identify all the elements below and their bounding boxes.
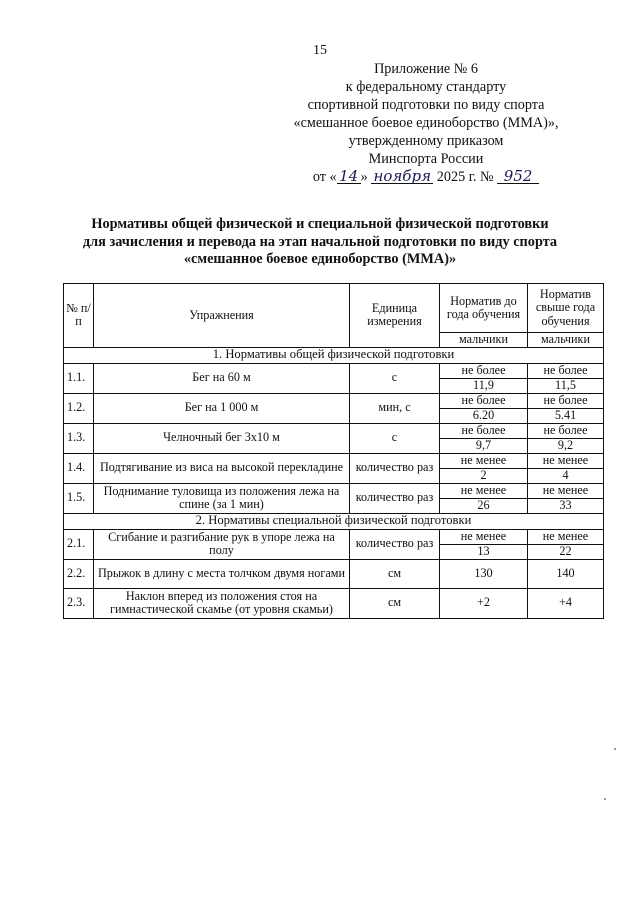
row-cond-2: не менее: [528, 453, 604, 468]
row-exercise: Прыжок в длину с места толчком двумя ногами: [94, 559, 350, 588]
row-value-2: 5.41: [528, 408, 604, 423]
row-exercise: Поднимание туловища из положения лежа на спине (за 1 мин): [94, 483, 350, 513]
row-value-1: +2: [440, 588, 528, 618]
row-value-2: +4: [528, 588, 604, 618]
document-title: [60, 216, 580, 269]
row-value-2: 140: [528, 559, 604, 588]
header-unit: Единица измерения: [350, 284, 440, 348]
row-value-1: 130: [440, 559, 528, 588]
row-exercise: Подтягивание из виса на высокой перекладине: [94, 453, 350, 483]
table-row: [64, 529, 604, 544]
title-line-1: Нормативы общей физической и специальной физической подготовки: [91, 216, 549, 232]
row-exercise: Челночный бег 3х10 м: [94, 423, 350, 453]
standards-table: [63, 283, 604, 619]
row-unit: с: [350, 423, 440, 453]
row-unit: количество раз: [350, 529, 440, 559]
row-unit: см: [350, 559, 440, 588]
table-row: [64, 363, 604, 378]
row-unit: с: [350, 363, 440, 393]
date-prefix: от «: [312, 169, 337, 185]
date-mid: »: [360, 169, 368, 185]
row-num: 2.2.: [64, 559, 94, 588]
table-row: [64, 588, 604, 618]
row-value-1: 11,9: [440, 378, 528, 393]
date-day: 14: [337, 169, 361, 184]
row-cond-2: не более: [528, 363, 604, 378]
row-cond-1: не более: [440, 363, 528, 378]
appendix-line-1: Приложение № 6: [374, 61, 478, 77]
row-exercise: Сгибание и разгибание рук в упоре лежа на полу: [94, 529, 350, 559]
row-cond-2: не более: [528, 393, 604, 408]
row-value-1: 2: [440, 468, 528, 483]
table-row: [64, 483, 604, 498]
section-title: 2. Нормативы специальной физической подготовки: [64, 513, 604, 529]
title-line-2: для зачисления и перевода на этап начальной подготовки по виду спорта: [82, 233, 558, 250]
row-value-2: 33: [528, 498, 604, 513]
row-cond-1: не более: [440, 393, 528, 408]
row-num: 2.1.: [64, 529, 94, 559]
row-unit: количество раз: [350, 483, 440, 513]
row-unit: см: [350, 588, 440, 618]
row-num: 1.3.: [64, 423, 94, 453]
header-num: № п/п: [64, 284, 94, 348]
header-norm-upto: Норматив до года обучения: [440, 284, 528, 333]
appendix-line-6: Минспорта России: [368, 151, 484, 167]
row-value-1: 9,7: [440, 438, 528, 453]
header-norm-over: Норматив свыше года обучения: [528, 284, 604, 333]
row-cond-2: не более: [528, 423, 604, 438]
appendix-line-5: утвержденному приказом: [348, 133, 504, 149]
order-number: 952: [497, 169, 539, 184]
row-value-2: 9,2: [528, 438, 604, 453]
row-num: 1.2.: [64, 393, 94, 423]
row-num: 1.4.: [64, 453, 94, 483]
scan-speck: [604, 798, 606, 800]
row-value-2: 22: [528, 544, 604, 559]
header-exercise: Упражнения: [94, 284, 350, 348]
row-cond-1: не менее: [440, 529, 528, 544]
row-exercise: Наклон вперед из положения стоя на гимнастической скамье (от уровня скамьи): [94, 588, 350, 618]
row-num: 2.3.: [64, 588, 94, 618]
row-value-1: 13: [440, 544, 528, 559]
row-num: 1.1.: [64, 363, 94, 393]
date-year: 2025 г. №: [436, 169, 494, 185]
row-cond-2: не менее: [528, 529, 604, 544]
row-exercise: Бег на 1 000 м: [94, 393, 350, 423]
row-value-2: 11,5: [528, 378, 604, 393]
appendix-line-2: к федеральному стандарту: [345, 79, 507, 95]
date-month: ноября: [371, 169, 433, 184]
table-row: [64, 393, 604, 408]
appendix-line-4: «смешанное боевое единоборство (ММА)»,: [293, 115, 559, 131]
title-line-3: «смешанное боевое единоборство (ММА)»: [183, 251, 457, 267]
table-row: [64, 423, 604, 438]
order-date-line: [266, 168, 586, 186]
row-value-1: 26: [440, 498, 528, 513]
row-cond-1: не менее: [440, 453, 528, 468]
table-row: [64, 453, 604, 468]
row-exercise: Бег на 60 м: [94, 363, 350, 393]
row-cond-1: не менее: [440, 483, 528, 498]
page-number: 15: [313, 43, 327, 58]
scan-speck: [614, 748, 616, 750]
table-row: [64, 559, 604, 588]
row-num: 1.5.: [64, 483, 94, 513]
row-value-2: 4: [528, 468, 604, 483]
appendix-header: [266, 60, 586, 186]
header-boys-1: мальчики: [440, 333, 528, 348]
appendix-line-3: спортивной подготовки по виду спорта: [307, 97, 545, 113]
row-cond-1: не более: [440, 423, 528, 438]
row-cond-2: не менее: [528, 483, 604, 498]
row-unit: количество раз: [350, 453, 440, 483]
row-value-1: 6.20: [440, 408, 528, 423]
row-unit: мин, с: [350, 393, 440, 423]
header-boys-2: мальчики: [528, 333, 604, 348]
section-title: 1. Нормативы общей физической подготовки: [64, 347, 604, 363]
